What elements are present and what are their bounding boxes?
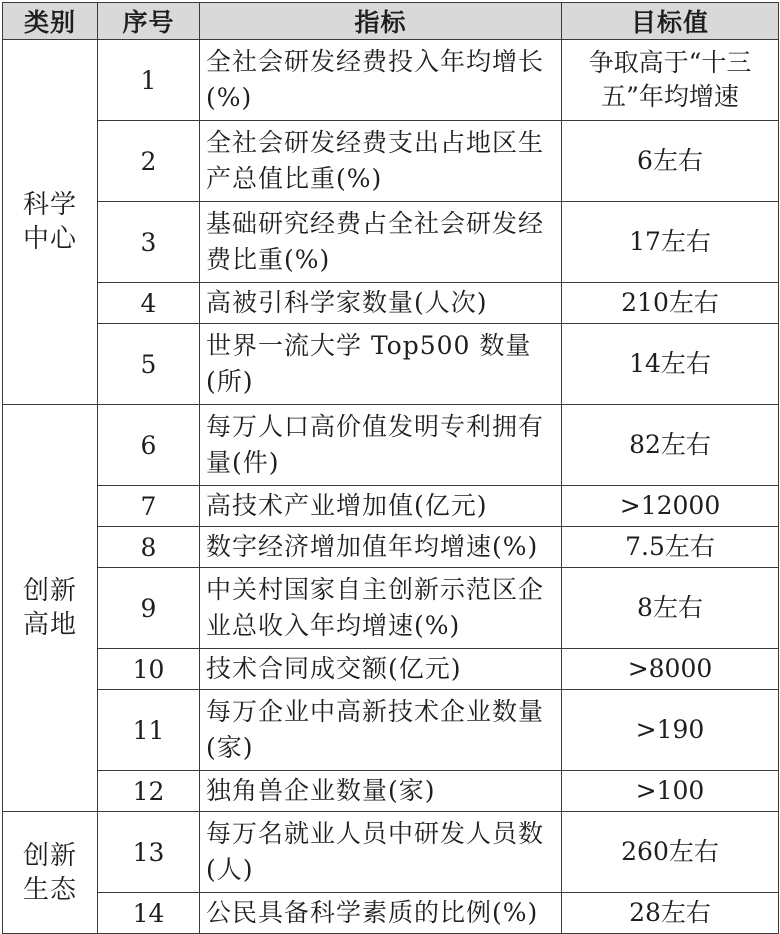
table-row xyxy=(3,121,779,202)
target-cell: >12000 xyxy=(562,486,779,527)
target-cell: >100 xyxy=(562,771,779,812)
row-number: 6 xyxy=(98,405,200,486)
table-row xyxy=(3,486,779,527)
indicator-cell: 数字经济增加值年均增速(%) xyxy=(200,527,562,568)
row-number: 5 xyxy=(98,324,200,405)
indicator-cell: 高被引科学家数量(人次) xyxy=(200,283,562,324)
table-row xyxy=(3,283,779,324)
category-innovation-highland xyxy=(3,405,98,812)
header-row xyxy=(3,3,779,40)
indicator-cell: 高技术产业增加值(亿元) xyxy=(200,486,562,527)
table-row xyxy=(3,405,779,486)
indicator-cell: 每万企业中高新技术企业数量(家) xyxy=(200,690,562,771)
indicator-cell: 独角兽企业数量(家) xyxy=(200,771,562,812)
indicator-cell: 公民具备科学素质的比例(%) xyxy=(200,893,562,934)
table-row xyxy=(3,771,779,812)
category-line: 生态 xyxy=(22,874,77,905)
indicator-table xyxy=(2,2,779,934)
indicator-cell: 世界一流大学 Top500 数量(所) xyxy=(200,324,562,405)
row-number: 7 xyxy=(98,486,200,527)
table-row xyxy=(3,202,779,283)
table-row xyxy=(3,649,779,690)
target-cell: 82左右 xyxy=(562,405,779,486)
target-cell: 6左右 xyxy=(562,121,779,202)
table-row xyxy=(3,527,779,568)
table-row xyxy=(3,40,779,121)
indicator-cell: 基础研究经费占全社会研发经费比重(%) xyxy=(200,202,562,283)
table-row xyxy=(3,812,779,893)
target-cell: 14左右 xyxy=(562,324,779,405)
row-number: 12 xyxy=(98,771,200,812)
target-cell: 210左右 xyxy=(562,283,779,324)
indicator-cell: 全社会研发经费支出占地区生产总值比重(%) xyxy=(200,121,562,202)
table-row xyxy=(3,568,779,649)
row-number: 2 xyxy=(98,121,200,202)
target-cell: 8左右 xyxy=(562,568,779,649)
header-target: 目标值 xyxy=(562,3,779,40)
row-number: 11 xyxy=(98,690,200,771)
table-row xyxy=(3,690,779,771)
target-cell: 7.5左右 xyxy=(562,527,779,568)
table-row xyxy=(3,893,779,934)
category-line: 科学 xyxy=(22,190,77,220)
row-number: 9 xyxy=(98,568,200,649)
row-number: 1 xyxy=(98,40,200,121)
indicator-cell: 每万名就业人员中研发人员数(人) xyxy=(200,812,562,893)
target-cell: 争取高于“十三五”年均增速 xyxy=(562,40,779,121)
category-line: 创新 xyxy=(22,576,77,606)
row-number: 10 xyxy=(98,649,200,690)
row-number: 3 xyxy=(98,202,200,283)
target-cell: 28左右 xyxy=(562,893,779,934)
indicator-cell: 每万人口高价值发明专利拥有量(件) xyxy=(200,405,562,486)
category-line: 创新 xyxy=(22,840,77,871)
target-cell: >190 xyxy=(562,690,779,771)
category-line: 高地 xyxy=(22,610,77,640)
indicator-cell: 全社会研发经费投入年均增长(%) xyxy=(200,40,562,121)
indicator-cell: 中关村国家自主创新示范区企业总收入年均增速(%) xyxy=(200,568,562,649)
category-line: 中心 xyxy=(22,224,77,254)
header-indicator: 指标 xyxy=(200,3,562,40)
target-cell: >8000 xyxy=(562,649,779,690)
row-number: 8 xyxy=(98,527,200,568)
target-cell: 17左右 xyxy=(562,202,779,283)
header-category: 类别 xyxy=(3,3,98,40)
row-number: 14 xyxy=(98,893,200,934)
indicator-cell: 技术合同成交额(亿元) xyxy=(200,649,562,690)
row-number: 4 xyxy=(98,283,200,324)
row-number: 13 xyxy=(98,812,200,893)
table-row xyxy=(3,324,779,405)
header-number: 序号 xyxy=(98,3,200,40)
target-cell: 260左右 xyxy=(562,812,779,893)
category-science-center xyxy=(3,40,98,405)
category-innovation-ecology xyxy=(3,812,98,934)
